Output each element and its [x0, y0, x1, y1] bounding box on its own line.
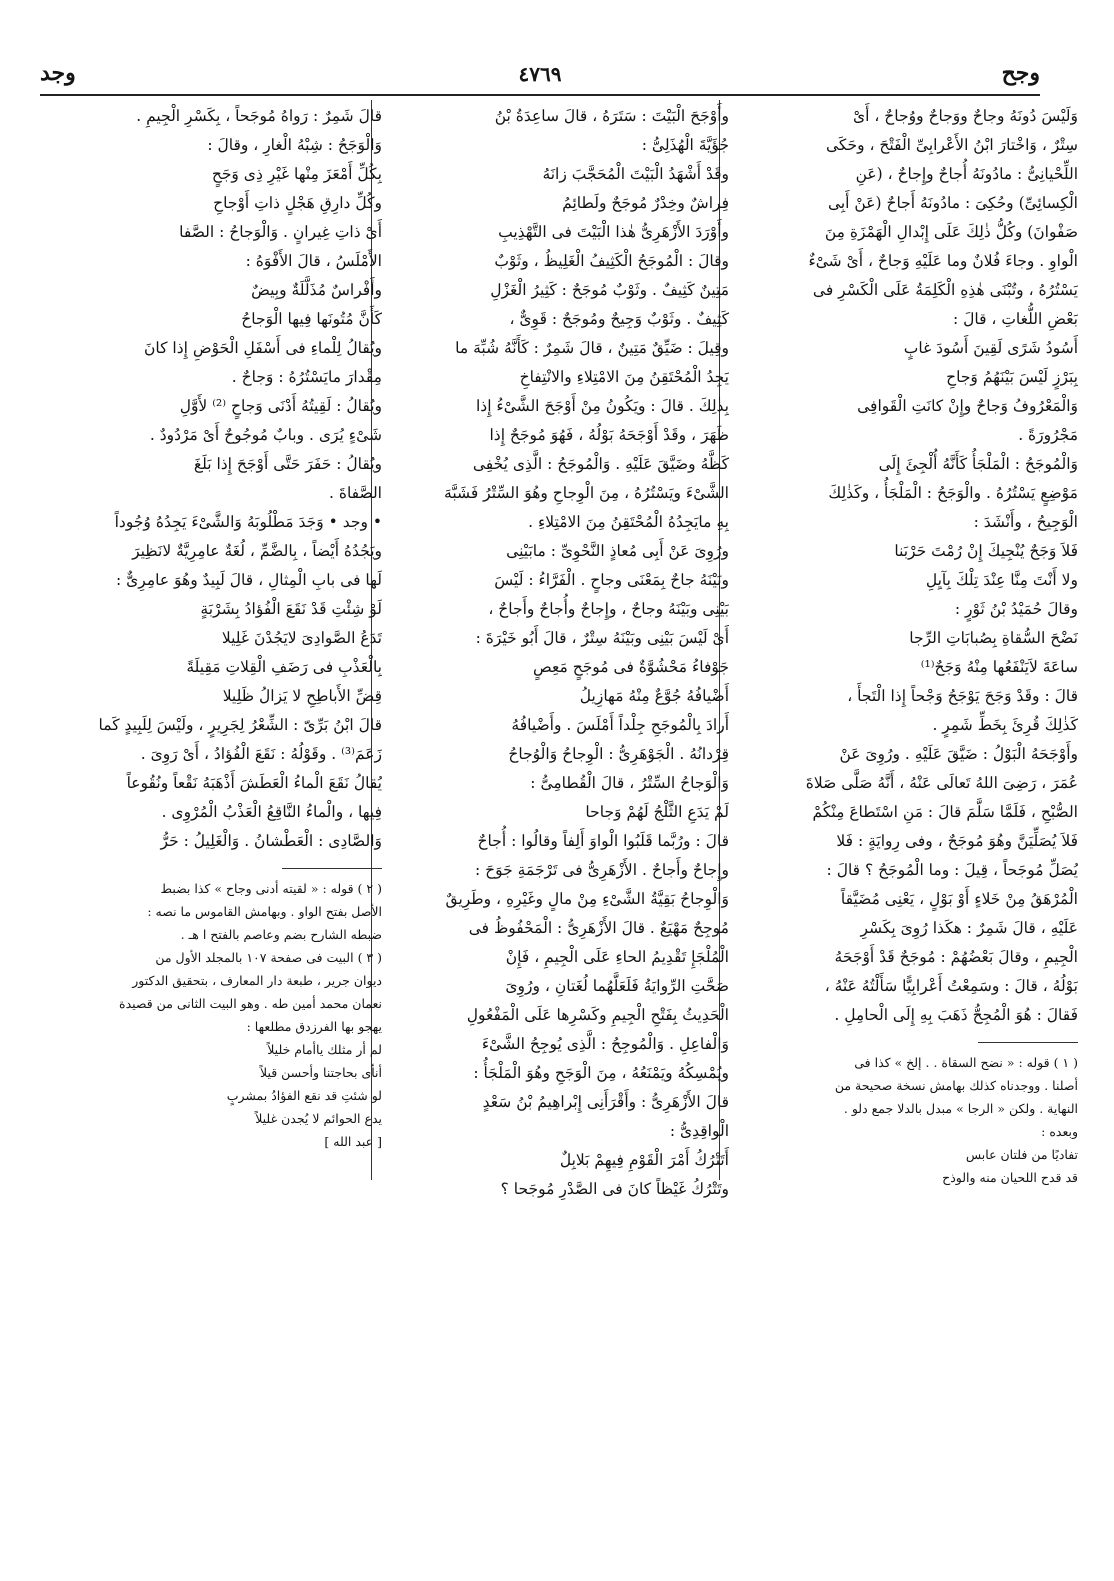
text-line: بِهِ مايَجِدُهُ الْمُحْتَقِنُ مِنَ الامْتِلاءِ .: [528, 513, 729, 531]
column-left-text: [70, 102, 382, 856]
text-line: وقالَ : الْمُوجَحُ الْكَثِيفُ الْغَلِيظُ ، وثَوْبٌ: [494, 252, 729, 270]
footnote-line: ( ٢ ) قوله : « لقيته أدنى وجاح » كذا بضبط: [160, 881, 382, 896]
footnote-line: يهجو بها الفرزدق مطلعها :: [246, 1019, 382, 1034]
text-line: شَىْءٍ يُرَى . وبابٌ مُوجُوحٌ أَىْ مَرْدُودٌ .: [149, 426, 382, 444]
text-line: كَأَنَّ مُتُونَها فِيها الْوَجاحُ: [241, 310, 382, 328]
text-line: لَها فى بابِ الْمِثالِ ، قالَ لَبِيدٌ وهُوَ عامِرِىٌّ :: [116, 571, 382, 589]
text-line: بِذٰلِكَ . قالَ : ويَكُونُ مِنْ أَوْجَحَ الشَّىْءُ إِذا: [475, 397, 729, 415]
text-line: أَتَتْرُكُ أَمْرَ الْقَوْمِ فِيهِمْ بَلابِلٌ: [559, 1151, 729, 1169]
text-line: الْمُلْجَإِ تَقْدِيمُ الحاءِ عَلَى الْجِيمِ ، فَإِنْ: [505, 948, 729, 966]
text-line: وأَوْرَدَ الأَزْهَرِىُّ هٰذا الْبَيْتَ فى التَّهْذِيبِ: [498, 223, 729, 241]
footnote-rule: [282, 868, 382, 869]
text-line: وإِجاحٌ وأَجاحٌ . الأَزْهَرِىُّ فى تَرْجَمَةِ جَوَحَ :: [475, 861, 729, 879]
text-line: وتَتْرُكُ غَيْظاً كانَ فى الصَّدْرِ مُوجَحا ؟: [500, 1180, 729, 1198]
footnote-line: وبعده :: [1041, 1124, 1078, 1139]
text-line: يُصَلِّ مُوجَحاً ، قِيلَ : وما الْمُوجَحُ ؟ قالَ :: [826, 861, 1078, 879]
text-line: وَالصَّادِى : الْعَطْشانُ . وَالْغَلِيلُ : حَرُّ: [160, 832, 382, 850]
text-line: يُقالُ نَقَعَ الْماءُ الْعَطَشَ أَذْهَبَهُ نَقْعاً ونُقُوعاً: [126, 774, 382, 792]
text-line: ويُقالُ : لَقِيتُهُ أَدْنَى وَجاحٍ ⁽²⁾ لأَوَّلِ: [179, 397, 382, 415]
page-header: [40, 52, 1040, 92]
text-line: الشَّىْءَ ويَسْتُرُهُ ، مِنَ الْوِجاحِ وهُوَ السِّتْرُ فَشَبَّهَ: [444, 484, 729, 502]
text-line: زَعَمَ⁽³⁾ . وقَوْلُهُ : نَقَعَ الْفُؤادُ ، أَىْ رَوِىَ .: [140, 745, 382, 763]
footnote-line: نعمان محمد أمين طه . وهو البيت الثانى من قصيدة: [119, 996, 382, 1011]
header-rule: [40, 94, 1040, 96]
text-line: كَظَّهُ وضَيَّقَ عَلَيْهِ . وَالْمُوجَحُ : الَّذِى يُخْفِى: [472, 455, 729, 473]
text-line: تَدَعُ الصَّوادِىَ لايَجُدْنَ غَلِيلا: [221, 629, 382, 647]
text-line: الْجِيمِ ، وقالَ بَعْضُهُمْ : مُوجَحٌ قَدْ أَوْجَحَهُ: [834, 948, 1078, 966]
text-line: أَسُودُ شَرًى لَقِينَ أَسُودَ غابٍ: [903, 339, 1078, 357]
text-line: وَالْوِجاحُ بَقِيَّةُ الشَّىْءِ مِنْ مالٍ وغَيْرِهِ ، وطَرِيقٌ: [445, 890, 729, 908]
text-line: الْكِسائِىِّ) وحُكِىَ : مادُونَهُ أَجاحٌ (عَنْ أَبِى: [827, 194, 1078, 212]
text-line: ساعَةَ لاَيَنْفَعُها مِنْهُ وَجَحٌ⁽¹⁾: [920, 658, 1078, 676]
text-line: عُمَرَ ، رَضِىَ اللهُ تَعالَى عَنْهُ ، أَنَّهُ صَلَّى صَلاةَ: [805, 774, 1078, 792]
text-line: قِرْدانُهُ . الْجَوْهَرِىُّ : الْوِجاحُ وَالْوُجاحُ: [508, 745, 729, 763]
text-line: ويُقالُ : حَفَرَ حَتَّى أَوْجَحَ إِذا بَلَغَ: [193, 455, 382, 473]
footnote-line: [ عبد الله ]: [324, 1134, 382, 1149]
text-line: يَجِدُ الْمُحْتَقِنُ مِنَ الامْتِلاءِ والانْتِفاخِ: [519, 368, 729, 386]
text-line: بِكُلِّ أَمْعَزَ مِنْها غَيْرِ ذِى وَجَحٍ: [211, 165, 382, 183]
column-middle: [417, 102, 729, 1562]
text-line: وكُلِّ دارِقِ هَجْلٍ ذاتِ أَوْجاحِ: [213, 194, 382, 212]
text-line: وأَفْراسٌ مُذَلَّلَةٌ وبِيضٌ: [251, 281, 382, 299]
text-line: الْوَجِيحُ ، وأَنْشَدَ :: [973, 513, 1078, 531]
text-line: الأَمْلَسُ ، قالَ الأَفْوَهُ :: [245, 252, 382, 270]
column-right-footnotes: [766, 1051, 1078, 1189]
text-line: وَالْمَعْرُوفُ وَجاحٌ وإِنْ كانَتِ الْقَوافِى: [857, 397, 1078, 415]
text-line: كَثِيفٌ . وثَوْبٌ وَجِيحٌ ومُوجَحٌ : قَوِىٌّ ،: [509, 310, 729, 328]
text-line: صَحَّتِ الرِّوايَةُ فَلَعَلَّهُما لُغَتانِ ، ورُوِىَ: [505, 977, 729, 995]
text-line: لَمْ يَدَعِ الثَّلْجُ لَهُمْ وَجاحا: [585, 803, 729, 821]
text-line: جَوْفاءُ مَحْشُوَّةٌ فى مُوجَحٍ مَعِصٍ: [533, 658, 729, 676]
page-number: ٤٧٦٩: [518, 62, 562, 86]
column-middle-text: [417, 102, 729, 1204]
text-line: ولا أَنْتَ مِنَّا عِنْدَ تِلْكَ بِآيِلِ: [925, 571, 1078, 589]
text-line: الْواوِ . وجاءَ فُلانٌ وما عَلَيْهِ وَجاحٌ ، أَىْ شَىْءٌ: [808, 252, 1078, 270]
text-line: فِراشٌ وخِدْرٌ مُوجَحٌ ولَطائِمُ: [562, 194, 729, 212]
text-line: بَيْنِى وبَيْنَهُ وجاحٌ ، وإِجاحٌ وأُجاحٌ وأَجاحٌ ،: [488, 600, 729, 618]
text-line: قالَ : ورُبَّما قَلَبُوا الْواوَ أَلِفاً وقالُوا : أُجاحٌ: [477, 832, 729, 850]
column-right: [766, 102, 1078, 1562]
text-line: لَوْ شِئْتِ قَدْ نَقَعَ الْفُؤادُ بِشَرْبَةٍ: [200, 600, 382, 618]
text-line: الصَّفاةَ .: [328, 484, 382, 502]
text-line: مَوْضِعٍ يَسْتُرُهُ . والْوَجَحُ : الْمَلْجَأُ ، وكَذٰلِكَ: [828, 484, 1078, 502]
text-line: ويَجُدُهُ أَيْضاً ، بِالضَّمِّ ، لُغَةٌ عامِرِيَّةٌ لانَظِيرَ: [132, 542, 382, 560]
text-line: بَوْلُهُ ، قالَ : وسَمِعْتُ أَعْرابِيًّا سَأَلْتُهُ عَنْهُ ،: [824, 977, 1078, 995]
footnote-line: تفاديًا من فلتان عابس: [965, 1147, 1078, 1162]
text-line: وقالَ حُمَيْدُ بْنُ ثَوْرٍ :: [954, 600, 1078, 618]
text-line: فَلاَ وَجَحٌ يُنْجِيكَ إِنْ رُمْتَ حَرْبَنا: [894, 542, 1078, 560]
text-line: بَعْضِ اللُّغاتِ ، قالَ :: [952, 310, 1078, 328]
column-right-text: [766, 102, 1078, 1030]
text-line: بِالْعَذْبِ فى رَضَفِ الْقِلاتِ مَقِيلَةً: [186, 658, 382, 676]
text-line: ظَهَرَ ، وقَدْ أَوْجَحَهُ بَوْلُهُ ، فَهُوَ مُوجَحٌ إِذا: [489, 426, 729, 444]
footnote-line: النهاية . ولكن « الرجا » مبدل بالدلا جمع دلو .: [843, 1101, 1078, 1116]
text-line: الْمُرْهَقُ مِنْ خَلاءٍ أَوْ بَوْلٍ ، يَعْنِى مُضَيَّقاً: [840, 890, 1078, 908]
text-line: وأَوْجَحَ الْبَيْتَ : سَتَرَهُ ، قالَ ساعِدَةُ بْنُ: [494, 107, 729, 125]
text-line: نَضْحَ السُّقاةِ بِصُبابَاتِ الرِّجا: [909, 629, 1078, 647]
text-line: وأَوْجَحَهُ الْبَوْلُ : ضَيَّقَ عَلَيْهِ . ورُوِىَ عَنْ: [839, 745, 1078, 763]
text-line: قالَ شَمِرٌ : رَواهُ مُوجَحاً ، بِكَسْرِ الْجِيمِ .: [136, 107, 382, 125]
text-line: قالَ : وقَدْ وَجَحَ يَوْجَحُ وَجْحاً إِذا الْتَجأَ ،: [847, 687, 1078, 705]
column-left: [70, 102, 382, 1562]
text-line: مِقْدارَ مايَسْتُرُهُ : وَجاحٌ .: [231, 368, 382, 386]
text-line: كَذٰلِكَ قُرِئَ بِخَطِّ شَمِرٍ .: [932, 716, 1078, 734]
text-line: مَتِينٌ كَثِيفٌ . وثَوْبٌ مُوجَحٌ : كَثِيرُ الْغَزْلِ: [490, 281, 729, 299]
text-line: قِضِّ الأَباطِحِ لا يَزالُ ظَلِيلا: [222, 687, 382, 705]
text-line: فِيها ، والْماءُ النَّاقِعُ الْعَذْبُ الْمُرْوِى .: [161, 803, 382, 821]
text-line: وبَيْنَهُ جاحٌ بِمَعْنَى وجاحٍ . الْفَرَّاءُ : لَيْسَ: [494, 571, 729, 589]
text-line: وَالْوَجاحُ السِّتْرُ ، قالَ الْقُطامِىُّ :: [530, 774, 729, 792]
text-line: سِتْرٌ ، وَاخْتارَ ابْنُ الأَعْرابِىِّ الْفَتْحَ ، وحَكَى: [826, 136, 1078, 154]
text-line: • وجد • وَجَدَ مَطْلُوبَهُ وَالشَّىْءَ يَجِدُهُ وُجُوداً: [114, 513, 382, 531]
footnote-line: الأصل بفتح الواو . وبهامش القاموس ما نصه :: [147, 904, 382, 919]
footnote-line: يدع الحوائم لا يُجدن غليلاً: [255, 1111, 382, 1126]
text-line: جُؤَيَّةَ الْهُذَلِىُّ :: [641, 136, 729, 154]
footnote-line: أصلنا . ووجدناه كذلك بهامش نسخة صحيحة من: [834, 1078, 1078, 1093]
text-line: فَلاَ يُصَلِّيَنَّ وهُوَ مُوجَحٌ ، وفى رِوايَةٍ : فَلا: [836, 832, 1078, 850]
footnote-line: لو شئتِ قد نقع الفؤادُ بمشربٍ: [226, 1088, 382, 1103]
text-line: قالَ الأَزْهَرِىُّ : وأَقْرَأَنِى إِبْراهِيمُ بْنُ سَعْدٍ: [482, 1093, 729, 1111]
text-line: الصُّبْحِ ، فَلَمَّا سَلَّمَ قالَ : مَنِ اسْتَطاعَ مِنْكُمْ: [812, 803, 1078, 821]
text-line: وَلَيْسَ دُونَهُ وجاحٌ ووَجاحٌ ووُجاحٌ ، أَىْ: [852, 107, 1078, 125]
footnote-rule: [978, 1042, 1078, 1043]
text-line: عَلَيْهِ ، قالَ شَمِرٌ : هكَذا رُوِىَ بِكَسْرِ: [860, 919, 1078, 937]
text-line: ويُمْسِكُهُ ويَمْنَعُهُ ، مِنَ الْوَجَحِ وهُوَ الْمَلْجَأُ :: [473, 1064, 729, 1082]
text-line: أَرادَ بِالْمُوجَحِ جِلْداً أَمْلَسَ . وأَضْيافُهُ: [511, 716, 729, 734]
text-line: يَسْتُرُهُ ، وتُبْنَى هٰذِهِ الْكَلِمَةُ عَلَى الْكَسْرِ فى: [812, 281, 1078, 299]
footnote-line: ديوان جرير ، طبعة دار المعارف ، بتحقيق الدكتور: [132, 973, 382, 988]
text-line: وقِيلَ : ضَيِّقٌ مَتِينٌ ، قالَ شَمِرٌ : كَأَنَّهُ شُبِّهَ ما: [455, 339, 729, 357]
header-right-word: وجح: [1001, 60, 1040, 86]
text-line: الْحَدِيثُ بِفَتْحِ الْجِيمِ وكَسْرِها عَلَى الْمَفْعُولِ: [466, 1006, 729, 1024]
text-line: بِبَرْزٍ لَيْسَ بَيْنَهُمُ وَجاحِ: [946, 368, 1078, 386]
column-left-footnotes: [70, 877, 382, 1153]
text-line: وقَدْ أَشْهَدُ الْبَيْتَ الْمُحَجَّبَ زانَهُ: [542, 165, 729, 183]
text-line: أَضْيافُهُ جُوَّعٌ مِنْهُ مَهازِيلُ: [579, 687, 729, 705]
text-line: الْواقِدِىُّ :: [669, 1122, 729, 1140]
text-line: أَىْ لَيْسَ بَيْنِى وبَيْنَهُ سِتْرٌ ، قالَ أَبُو خَيْرَةَ :: [475, 629, 729, 647]
footnote-line: لم أر مثلك ياأمام خليلاً: [267, 1042, 382, 1057]
text-line: ورُوِىَ عَنْ أَبِى مُعاذٍ النَّحْوِىِّ : مابَيْنِى: [506, 542, 729, 560]
text-line: مَجْرُورَةً .: [1018, 426, 1078, 444]
text-line: وَالْمُوجَحُ : الْمَلْجَأُ كَأَنَّهُ أُلْجِئَ إِلَى: [878, 455, 1078, 473]
text-line: أَىْ ذاتِ غِيرانٍ . وَالْوَجاحُ : الصَّفا: [179, 223, 382, 241]
text-line: ويُقالُ لِلْماءِ فى أَسْفَلِ الْحَوْضِ إِذا كانَ: [144, 339, 382, 357]
footnote-line: أنأى بحاجتنا وأحسن قيلاً: [259, 1065, 382, 1080]
header-left-word: وجد: [40, 60, 76, 86]
footnote-line: ضبطه الشارح بضم وعاصم بالفتح ا هـ .: [180, 927, 382, 942]
footnote-line: ( ٣ ) البيت فى صفحة ١٠٧ بالمجلد الأول من: [155, 950, 382, 965]
text-line: وَالْفاعِلِ . وَالْمُوجِحُ : الَّذِى يُوجِحُ الشَّىْءَ: [481, 1035, 729, 1053]
text-line: قالَ ابْنُ بَرِّىّ : الشِّعْرُ لِجَرِيرٍ ، ولَيْسَ لِلَبِيدٍ كَما: [98, 716, 382, 734]
text-line: صَفْوانَ) وكُلُّ ذٰلِكَ عَلَى إِبْدالِ الْهَمْزَةِ مِنَ: [824, 223, 1078, 241]
text-line: فَقالَ : هُوَ الْمُجِحُّ ذَهَبَ بِهِ إِلَى الْحامِلِ .: [834, 1006, 1078, 1024]
text-line: مُوجِحٌ مَهْيَعٌ . قالَ الأَزْهَرِىُّ : الْمَحْفُوظُ فى: [468, 919, 729, 937]
text-line: وَالْوَجَحُ : شِبْهُ الْغارِ ، وقالَ :: [207, 136, 382, 154]
text-line: اللِّحْيانِىُّ : مادُونَهُ أُجاحٌ وإِجاحٌ ، (عَنِ: [855, 165, 1078, 183]
footnote-line: ( ١ ) قوله : « نضح السقاة . . إلخ » كذا فى: [854, 1055, 1078, 1070]
footnote-line: قد قدح اللحيان منه والوذح: [942, 1170, 1078, 1185]
